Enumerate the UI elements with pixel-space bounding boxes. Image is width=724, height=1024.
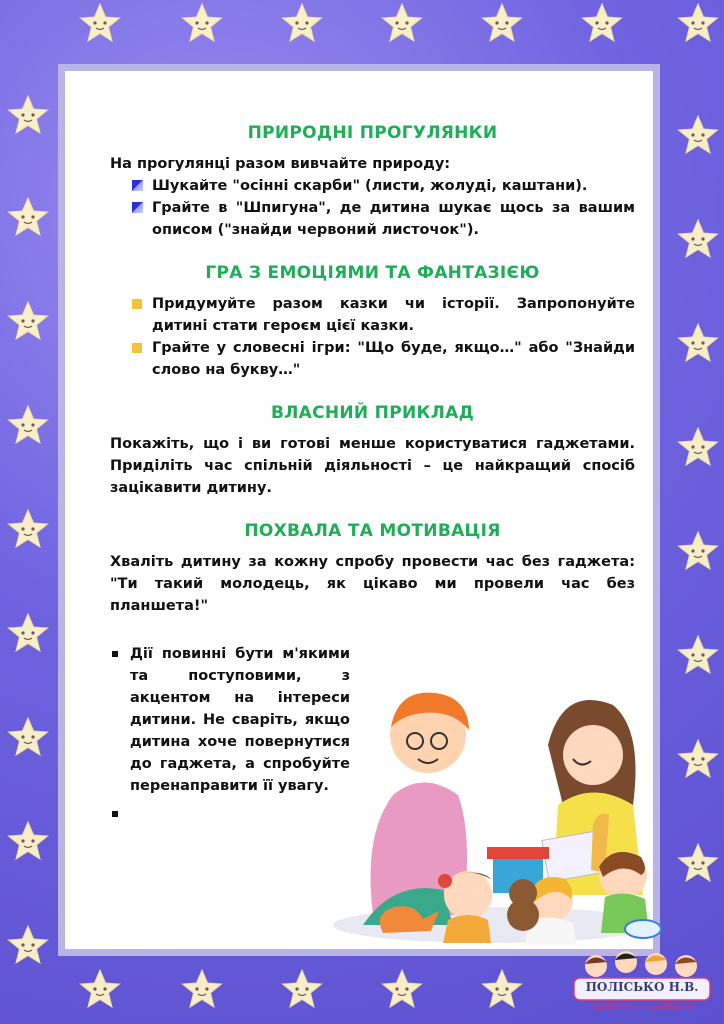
content-panel bbox=[58, 64, 660, 956]
list-item bbox=[110, 803, 350, 825]
logo-tagline: Зроблено з любов'ю bbox=[588, 1002, 696, 1013]
list-item: Грайте у словесні ігри: "Що буде, якщо…" або "Знайди слово на букву…" bbox=[110, 337, 635, 381]
spacer bbox=[110, 499, 635, 521]
list-item: Придумуйте разом казки чи історії. Запропонуйте дитині стати героєм цієї казки. bbox=[110, 293, 635, 337]
spacer bbox=[110, 241, 635, 263]
list-item: Дії повинні бути м'якими та поступовими, з акцентом на інтереси дитини. Не сваріть, якщо дитина хоче повернутися до гаджета, а спробуйте перенаправити її увагу. bbox=[110, 643, 350, 797]
section-intro: На прогулянці разом вивчайте природу: bbox=[110, 156, 451, 172]
section-own-example bbox=[110, 403, 635, 499]
section-praise-motivation bbox=[110, 521, 635, 617]
section-nature-walks bbox=[110, 123, 635, 241]
list-item: Грайте в "Шпигуна", де дитина шукає щось за вашим описом ("знайди червоний листочок"). bbox=[110, 197, 635, 241]
author-logo bbox=[568, 948, 716, 1020]
family-reading-illustration bbox=[323, 675, 663, 945]
final-bullet-list bbox=[110, 643, 350, 825]
section-title: ПРИРОДНІ ПРОГУЛЯНКИ bbox=[247, 123, 498, 143]
list-item: Шукайте "осінні скарби" (листи, жолуді, каштани). bbox=[110, 175, 635, 197]
bullet-list bbox=[110, 175, 635, 241]
spacer bbox=[110, 617, 635, 643]
section-text: Хваліть дитину за кожну спробу провести час без гаджета: "Ти такий молодець, як цікаво ми провели час без планшета!" bbox=[110, 554, 635, 614]
section-emotions-fantasy bbox=[110, 263, 635, 381]
section-title: ПОХВАЛА ТА МОТИВАЦІЯ bbox=[244, 521, 501, 541]
section-text: Покажіть, що і ви готові менше користуватися гаджетами. Приділіть час спільній діяльності – це найкращий спосіб зацікавити дитину. bbox=[110, 436, 635, 496]
spacer bbox=[110, 381, 635, 403]
section-title: ГРА З ЕМОЦІЯМИ ТА ФАНТАЗІЄЮ bbox=[205, 263, 540, 283]
logo-name: ПОЛІСЬКО Н.В. bbox=[585, 980, 699, 994]
bullet-list bbox=[110, 293, 635, 381]
section-title: ВЛАСНИЙ ПРИКЛАД bbox=[270, 403, 475, 423]
